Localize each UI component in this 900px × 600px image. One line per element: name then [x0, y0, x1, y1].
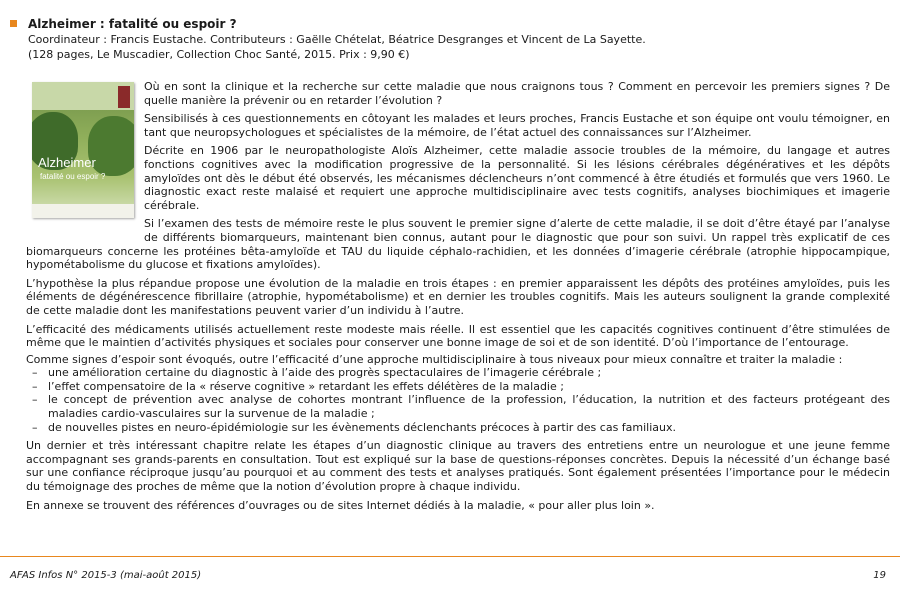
footer-divider [0, 556, 900, 557]
paragraph-hypothesis: L’hypothèse la plus répandue propose une évolution de la maladie en trois étapes : en premier apparaissent les dépôts des protéines amyloïdes, puis les éléments de dégénérescence fibrillaire (atrophie, hypométabolisme) et en dernier les troubles cognitifs. Mais les auteurs soulignent la grande complexité de cette maladie dont les manifestations peuvent varier d’un individu à l’autre. [26, 276, 890, 317]
list-item: – une amélioration certaine du diagnostic à l’aide des progrès spectaculaires de l’imagerie cérébrale ; [26, 366, 890, 380]
paragraph-treatment: L’efficacité des médicaments utilisés actuellement reste modeste mais réelle. Il est essentiel que les capacités cognitives continuent d’être stimulées de même que le maintien d’activités physiques et sociales pour conserver une bonne image de soi et de son identité. D’où l’importance de l’entourage. [26, 322, 890, 350]
paragraph-team: Sensibilisés à ces questionnements en côtoyant les malades et leurs proches, Francis Eustache et son équipe ont voulu témoigner, en tant que neuropsychologues et spécialistes de la mémoire, de l’état actuel des connaissances sur l’Alzheimer. [144, 112, 890, 139]
list-item: – l’effet compensatoire de la « réserve cognitive » retardant les effets délétères de la maladie ; [26, 380, 890, 394]
paragraph-biomarkers: Si l’examen des tests de mémoire reste le plus souvent le premier signe d’alerte de cette maladie, il se doit d’être étayé par l’analyse de différents biomarqueurs, maintenant bien connus, autant pour le diagnostic que pour son suivi. Un rappel très explicatif de ces biomarqueurs concerne les protéines bêta-amyloïde et TAU du liquide céphalo-rachidien, et les données d’imagerie cérébrale (atrophie hippocampique, hypométabolisme du glucose et fixations amyloïdes). [26, 217, 890, 272]
cover-spacer [26, 80, 144, 240]
list-item: – de nouvelles pistes en neuro-épidémiologie sur les évènements déclenchants précoces à partir des cas familiaux. [26, 421, 890, 435]
list-item: – le concept de prévention avec analyse de cohortes montrant l’influence de la profession, l’éducation, la nutrition et des facteurs protégeant des maladies cardio-vasculaires sur la survenue de la maladie ; [26, 393, 890, 420]
article-title: Alzheimer : fatalité ou espoir ? [28, 17, 237, 31]
page-number: 19 [873, 570, 886, 581]
article-body [26, 80, 890, 517]
paragraph-history: Décrite en 1906 par le neuropathologiste Aloïs Alzheimer, cette maladie associe troubles de la mémoire, du langage et autres fonctions cognitives avec la modification progressive de la personnalité. Si les lésions cérébrales dégénératives et les dépôts amyloïdes ont dès le début été observés, les mécanismes déclencheurs n’ont commencé à être étudiés et formulés que vers 1960. Le diagnostic exact reste malaisé et requiert une approche multidisciplinaire avec tests cognitifs, analyses biochimiques et imagerie cérébrale. [144, 144, 890, 212]
hope-list [26, 366, 890, 434]
article-credits: Coordinateur : Francis Eustache. Contributeurs : Gaëlle Chételat, Béatrice Desgranges et Vincent de La Sayette. [28, 33, 646, 46]
bullet-square-icon [10, 20, 17, 27]
article-publication: (128 pages, Le Muscadier, Collection Choc Santé, 2015. Prix : 9,90 €) [28, 48, 410, 61]
article-header [10, 16, 880, 62]
paragraph-annex: En annexe se trouvent des références d’ouvrages ou de sites Internet dédiés à la maladie, « pour aller plus loin ». [26, 498, 655, 512]
paragraph-last-chapter: Un dernier et très intéressant chapitre relate les étapes d’un diagnostic clinique au travers des entretiens entre un neurologue et une jeune femme accompagnant ses grands-parents en consultation. Tout est expliqué sur la base de questions-réponses concrètes. Depuis la nécessité d’un échange basé sur une confiance réciproque jusqu’au pourquoi et au comment des tests et analyses pratiqués. Sont également présentées l’importance pour le médecin du témoignage des proches de même que la notion d’évolution propre à chaque individu. [26, 439, 890, 494]
cover-title: Alzheimer [38, 155, 96, 170]
cover-subtitle: fatalité ou espoir ? [40, 172, 106, 181]
footer-issue: AFAS Infos N° 2015-3 (mai-août 2015) [10, 570, 202, 581]
paragraph-intro: Où en sont la clinique et la recherche sur cette maladie que nous craignons tous ? Comment en percevoir les premiers signes ? De quelle manière la prévenir ou en retarder l’évolution ? [144, 80, 890, 107]
paragraph-hope-intro: Comme signes d’espoir sont évoqués, outre l’efficacité d’une approche multidisciplinaire à tous niveaux pour mieux connaître et traiter la maladie : [26, 352, 843, 366]
